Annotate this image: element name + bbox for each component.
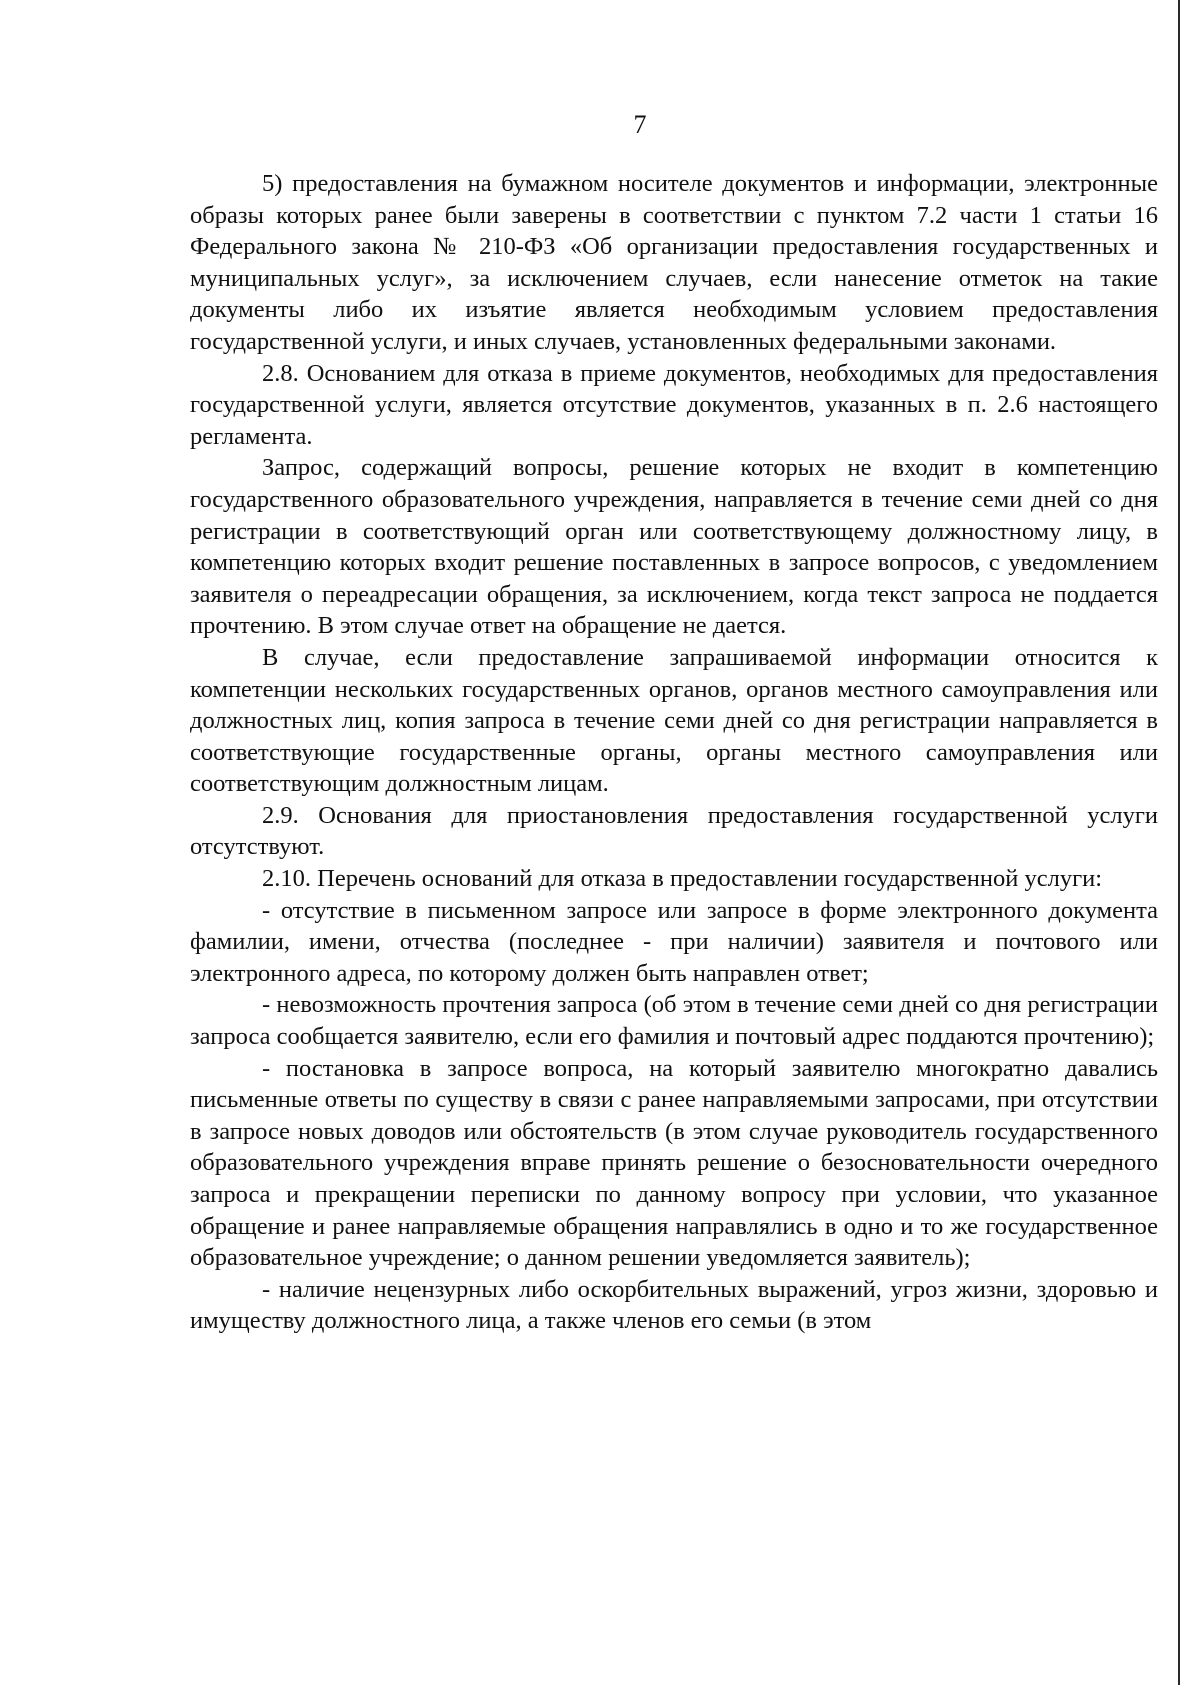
document-body xyxy=(190,168,1158,1337)
paragraph-2-10: 2.10. Перечень оснований для отказа в предоставлении государственной услуги: xyxy=(262,865,1103,893)
list-item-repeated-question: - постановка в запросе вопроса, на который заявителю многократно давались письменные ответы по существу в связи с ранее направляемыми запросами, при отсутствии в запросе новых доводов или обстоятельств (в этом случае руководитель государственного образовательного учреждения вправе принять решение о безосновательности очередного запроса и прекращении переписки по данному вопросу при условии, что указанное обращение и ранее направляемые обращения направлялись в одно и то же государственное образовательное учреждение; о данном решении уведомляется заявитель); xyxy=(190,1054,1158,1272)
scan-edge-line xyxy=(1178,0,1180,1685)
paragraph-2-8: 2.8. Основанием для отказа в приеме документов, необходимых для предоставления государственной услуги, является отсутствие документов, указанных в п. 2.6 настоящего регламента. xyxy=(190,359,1158,450)
paragraph-item-5: 5) предоставления на бумажном носителе документов и информации, электронные образы которых ранее были заверены в соответствии с пунктом 7.2 части 1 статьи 16 Федерального закона № 210-ФЗ «Об организации предоставления государственных и муниципальных услуг», за исключением случаев, если нанесение отметок на такие документы либо их изъятие является необходимым условием предоставления государственной услуги, и иных случаев, установленных федеральными законами. xyxy=(190,170,1158,355)
list-item-missing-name: - отсутствие в письменном запросе или запросе в форме электронного документа фамилии, имени, отчества (последнее - при наличии) заявителя и почтового или электронного адреса, по которому должен быть направлен ответ; xyxy=(190,896,1158,987)
paragraph-multiple-competence: В случае, если предоставление запрашиваемой информации относится к компетенции нескольких государственных органов, органов местного самоуправления или должностных лиц, копия запроса в течение семи дней со дня регистрации направляется в соответствующие государственные органы, органы местного самоуправления или соответствующим должностным лицам. xyxy=(190,643,1158,798)
paragraph-request-redirect: Запрос, содержащий вопросы, решение которых не входит в компетенцию государственного образовательного учреждения, направляется в течение семи дней со дня регистрации в соответствующий орган или соответствующему должностному лицу, в компетенцию которых входит решение поставленных в запросе вопросов, с уведомлением заявителя о переадресации обращения, за исключением, когда текст запроса не поддается прочтению. В этом случае ответ на обращение не дается. xyxy=(190,454,1158,640)
list-item-offensive: - наличие нецензурных либо оскорбительных выражений, угроз жизни, здоровью и имуществу должностного лица, а также членов его семьи (в этом xyxy=(190,1275,1158,1335)
paragraph-2-9: 2.9. Основания для приостановления предоставления государственной услуги отсутствуют. xyxy=(190,801,1158,861)
page-number: 7 xyxy=(633,110,647,139)
list-item-unreadable: - невозможность прочтения запроса (об этом в течение семи дней со дня регистрации запроса сообщается заявителю, если его фамилия и почтовый адрес поддаются прочтению); xyxy=(190,991,1158,1051)
